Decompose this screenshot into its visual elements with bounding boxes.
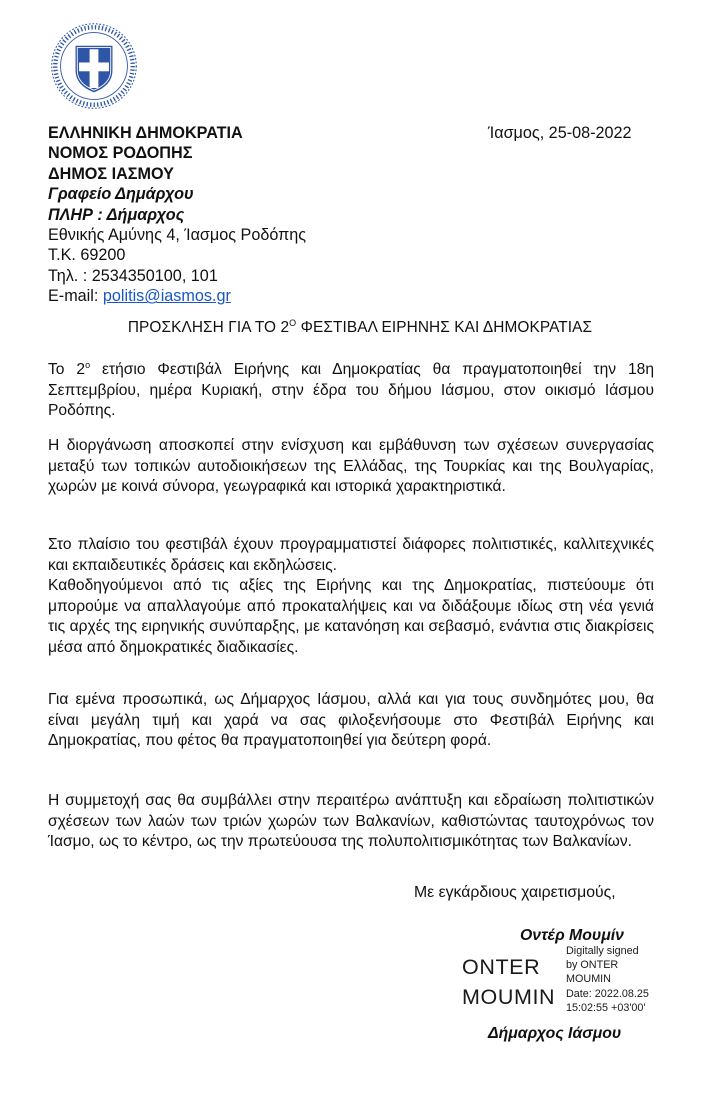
signature-detail-2: by ONTER (566, 959, 619, 971)
paragraph-3: Στο πλαίσιο του φεστιβάλ έχουν προγραμματιστεί διάφορες πολιτιστικές, καλλιτεχνικές και εκπαιδευτικές δράσεις και εκδηλώσεις. (48, 536, 654, 574)
email-line (48, 286, 428, 306)
info-line: ΠΛΗΡ : Δήμαρχος (48, 205, 185, 224)
signature-detail-5: 15:02:55 +03'00' (566, 1002, 646, 1014)
signature-name-line-1: ONTER (462, 955, 541, 979)
paragraph-1: Το $2^o$ ετήσιο Φεστιβάλ Ειρήνης και Δημοκρατίας θα πραγματοποιηθεί την 18η Σεπτεμβρίου, ημέρα Κυριακή, στην έδρα του δήμου Ιάσμου, στον οικισμό Ιάσμου Ροδόπης. (48, 360, 654, 420)
coat-of-arms-icon (50, 22, 138, 110)
postal-code-line: Τ.Κ. 69200 (48, 246, 126, 265)
paragraph-4: Καθοδηγούμενοι από τις αξίες της Ειρήνης και της Δημοκρατίας, πιστεύουμε ότι μπορούμε να απαλλαγούμε από προκαταλήψεις και να διδάξουμε ιδίως στη νέα γενιά τις αρχές της ειρηνικής συνύπαρξης, με κατανόηση και σεβασμό, ενάντια στις διακρίσεις μέσα από δημοκρατικές διαδικασίες. (48, 577, 654, 656)
email-label: E-mail: (48, 287, 103, 306)
org-line-municipality: ΔΗΜΟΣ ΙΑΣΜΟΥ (48, 164, 174, 183)
paragraph-5: Για εμένα προσωπικά, ως Δήμαρχος Ιάσμου, αλλά και για τους συνδημότες μου, θα είναι μεγάλη τιμή και χαρά να σας φιλοξενήσουμε στο Φεστιβάλ Ειρήνης και Δημοκρατίας, που φέτος θα πραγματοποιηθεί για δεύτερη φορά. (48, 691, 654, 750)
address-line: Εθνικής Αμύνης 4, Ίασμος Ροδόπης (48, 226, 307, 245)
signer-name: Οντέρ Μουμίν (520, 927, 624, 944)
paragraph-2: Η διοργάνωση αποσκοπεί στην ενίσχυση και εμβάθυνση των σχέσεων συνεργασίας μεταξύ των τοπικών αυτοδιοικήσεων της Ελλάδας, της Τουρκίας και της Βουλγαρίας, χωρών με κοινά σύνορα, γεωγραφικά και ιστορικά χαρακτηριστικά. (48, 437, 654, 496)
paragraph-6: Η συμμετοχή σας θα συμβάλλει στην περαιτέρω ανάπτυξη και εδραίωση πολιτιστικών σχέσεων των λαών των τριών χωρών των Βαλκανίων, καθιστώντας ταυτοχρόνως τον Ίασμο, ως το κέντρο, ως την πρωτεύουσα της πολυπολιτισμικότητας των Βαλκανίων. (48, 792, 654, 851)
sender-block (48, 123, 428, 307)
signature-detail-1: Digitally signed (566, 945, 639, 957)
email-link[interactable]: politis@iasmos.gr (102, 287, 231, 306)
letter-date: Ίασμος, 25-08-2022 (488, 124, 632, 142)
org-line-republic: ΕΛΛΗΝΙΚΗ ΔΗΜΟΚΡΑΤΙΑ (48, 124, 243, 142)
signer-title: Δήμαρχος Ιάσμου (488, 1025, 622, 1042)
signature-name-line-2: MOUMIN (462, 985, 556, 1009)
org-line-prefecture: ΝΟΜΟΣ ΡΟΔΟΠΗΣ (48, 144, 193, 163)
closing-greeting: Με εγκάρδιους χαιρετισμούς, (414, 884, 616, 901)
signature-detail-4: Date: 2022.08.25 (566, 988, 649, 1000)
signature-detail-3: MOUMIN (566, 973, 611, 985)
letter-title: ΠΡΟΣΚΛΗΣΗ ΓΙΑ ΤΟ $2^O$ ΦΕΣΤΙΒΑΛ ΕΙΡΗΝΗΣ ΚΑΙ ΔΗΜΟΚΡΑΤΙΑΣ (127, 318, 593, 337)
office-line: Γραφείο Δημάρχου (48, 185, 194, 204)
phone-line: Τηλ. : 2534350100, 101 (48, 266, 218, 285)
